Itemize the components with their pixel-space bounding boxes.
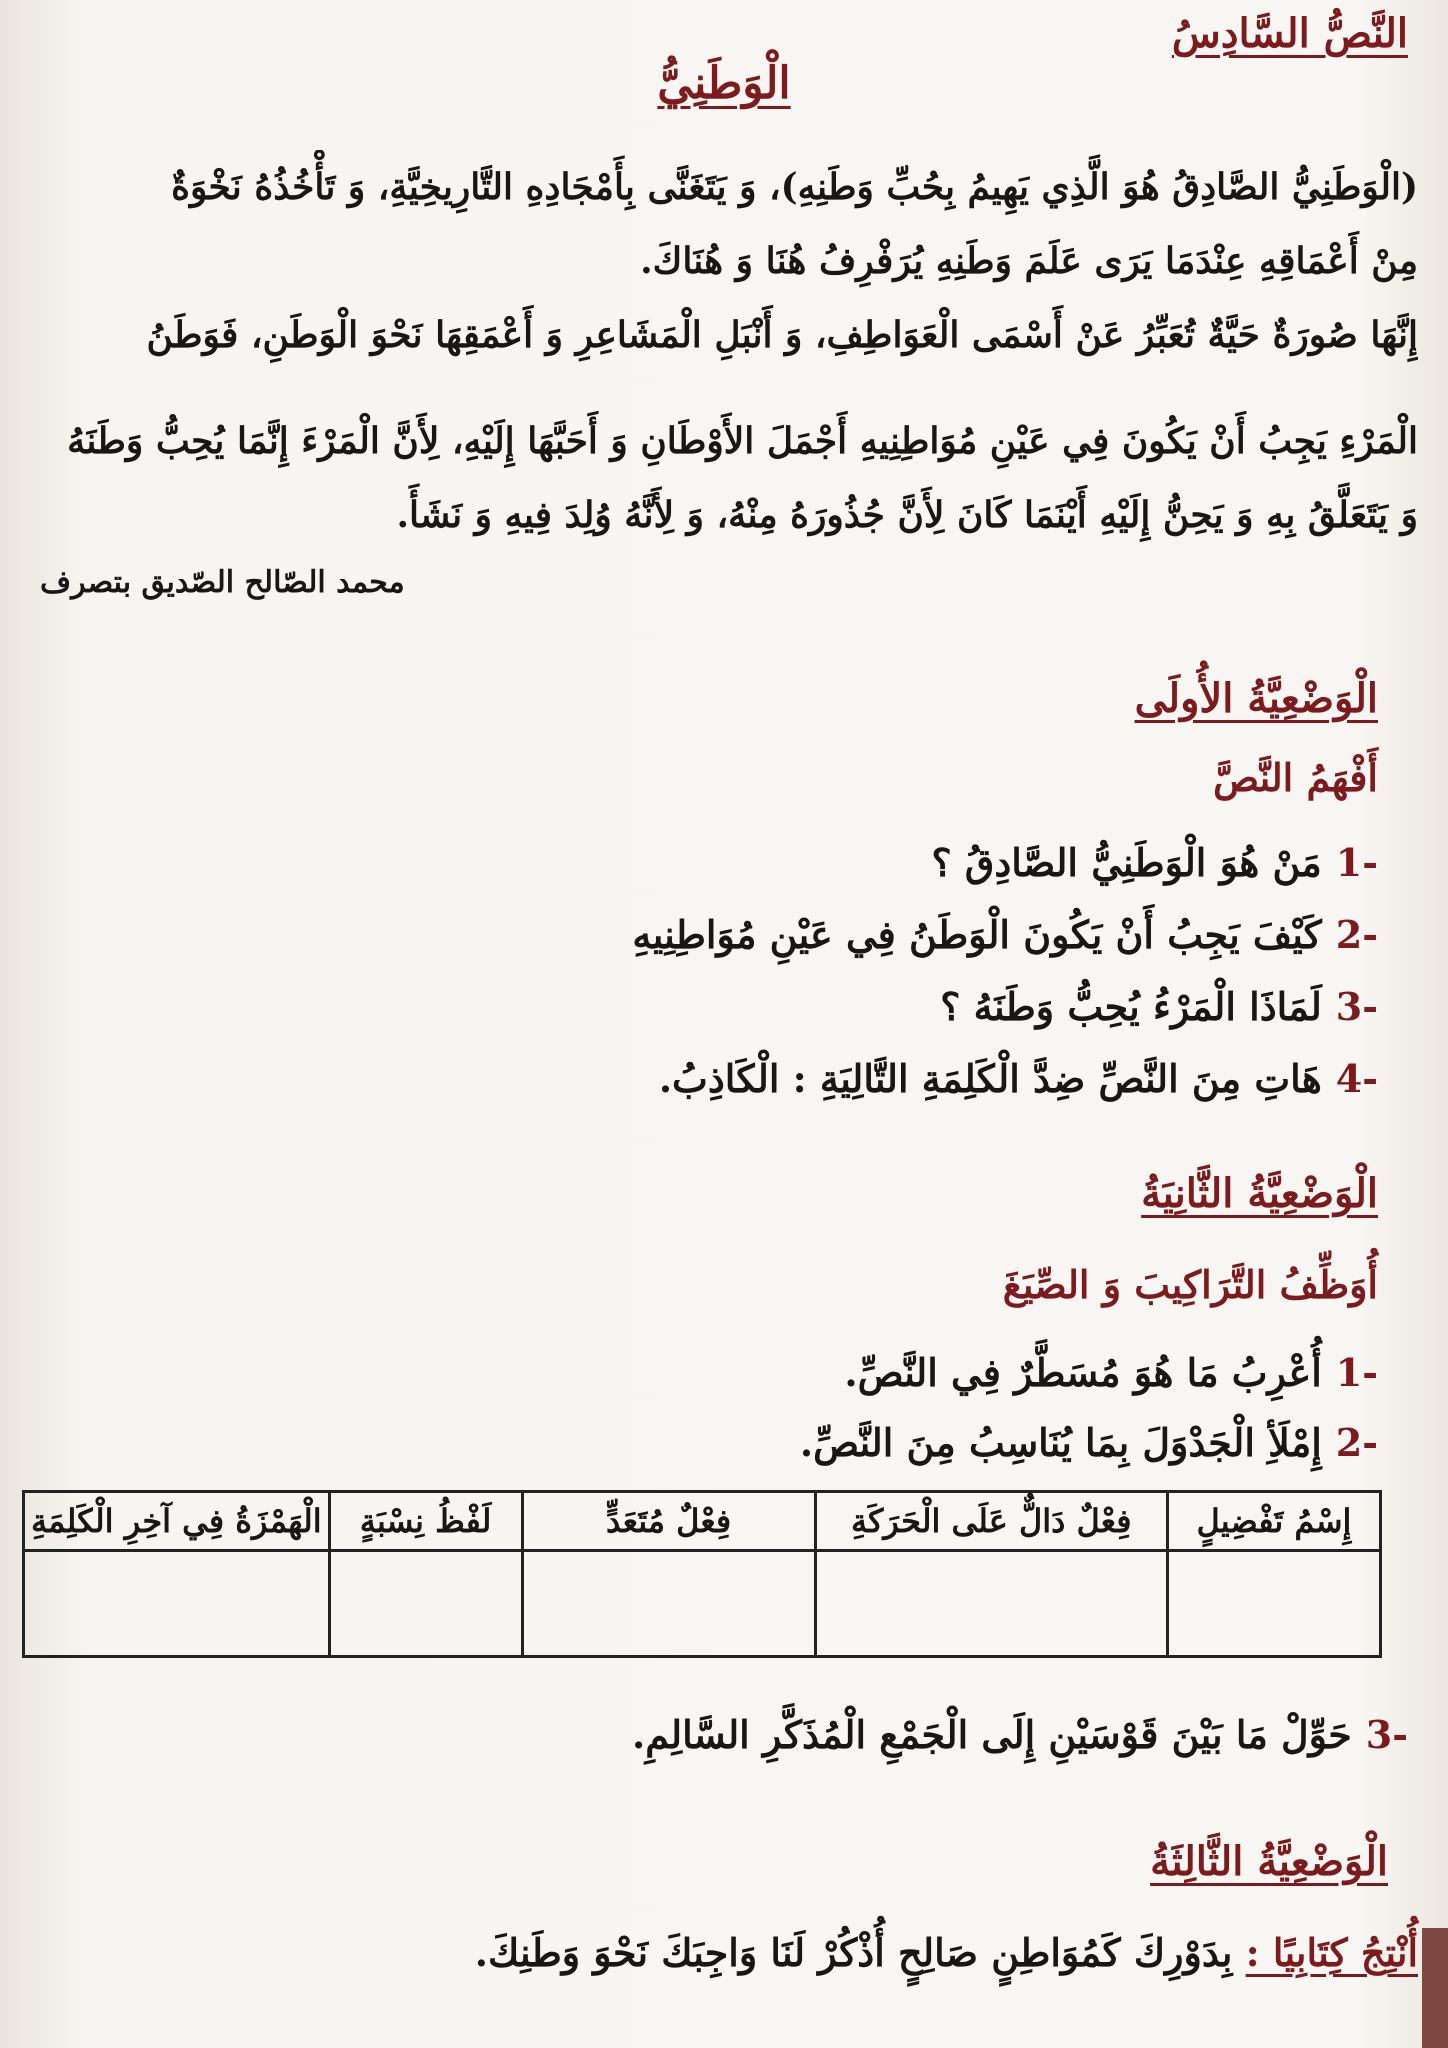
question-item	[659, 1056, 1378, 1101]
question-number: -2	[1335, 1420, 1378, 1465]
question-text: حَوِّلْ مَا بَيْنَ قَوْسَيْنِ إِلَى الْجَمْعِ الْمُذَكَّرِ السَّالِمِ.	[632, 1712, 1352, 1757]
table-answer-cell[interactable]	[522, 1551, 815, 1657]
question-text: إِمْلَأِ الْجَدْوَلَ بِمَا يُنَاسِبُ مِنَ النَّصِّ.	[799, 1420, 1322, 1465]
passage-line: إِنَّهَا صُورَةٌ حَيَّةٌ تُعَبِّرُ عَنْ أَسْمَى الْعَوَاطِفِ، وَ أَنْبَلِ الْمَشَاعِرِ وَ أَعْمَقِهَا نَحْوَ الْوَطَنِ، فَوَطَنُ	[146, 314, 1418, 356]
table-answer-cell[interactable]	[329, 1551, 522, 1657]
question-text: مَنْ هُوَ الْوَطَنِيُّ الصَّادِقُ ؟	[931, 840, 1322, 885]
table-answer-cell[interactable]	[24, 1551, 330, 1657]
question-number: -2	[1335, 912, 1378, 957]
passage-line: وَ يَتَعَلَّقُ بِهِ وَ يَحِنُّ إِلَيْهِ أَيْنَمَا كَانَ لِأَنَّ جُذُورَهُ مِنْهُ، وَ لِأَنَّهُ وُلِدَ فِيهِ وَ نَشَأَ.	[396, 494, 1418, 536]
table-header-cell: الْهَمْزَةُ فِي آخِرِ الْكَلِمَةِ	[24, 1492, 330, 1551]
passage-line: مِنْ أَعْمَاقِهِ عِنْدَمَا يَرَى عَلَمَ وَطَنِهِ يُرَفْرِفُ هُنَا وَ هُنَاكَ.	[640, 240, 1418, 282]
author-attribution: محمد الصّالح الصّديق بتصرف	[40, 565, 405, 600]
document-label: النَّصُّ السَّادِسُ	[1171, 10, 1408, 57]
passage-title: الْوَطَنِيُّ	[657, 58, 791, 109]
question-item	[932, 840, 1379, 885]
table-row	[24, 1551, 1381, 1657]
table-header-cell: فِعْلٌ دَالٌّ عَلَى الْحَرَكَةِ	[815, 1492, 1167, 1551]
situation-3-title: الْوَضْعِيَّةُ الثَّالِثَةُ	[1150, 1838, 1388, 1885]
question-item	[940, 984, 1378, 1029]
passage-line: (الْوَطَنِيُّ الصَّادِقُ هُوَ الَّذِي يَهِيمُ بِحُبِّ وَطَنِهِ)، وَ يَتَغَنَّى بِأَمْجَادِهِ التَّارِيخِيَّةِ، وَ تَأْخُذُهُ نَخْوَةٌ	[171, 166, 1418, 208]
question-item	[632, 912, 1378, 957]
writing-task-text: بِدَوْرِكَ كَمُوَاطِنٍ صَالِحٍ أُذْكُرْ لَنَا وَاجِبَكَ نَحْوَ وَطَنِكَ.	[474, 1930, 1233, 1975]
question-number: -4	[1335, 1056, 1378, 1101]
table-answer-cell[interactable]	[1167, 1551, 1380, 1657]
situation-1-title: الْوَضْعِيَّةُ الأُولَى	[1134, 675, 1378, 722]
question-number: -3	[1335, 984, 1378, 1029]
table-header-row	[24, 1492, 1381, 1551]
situation-2-subtitle: أُوَظِّفُ التَّرَاكِيبَ وَ الصِّيَغَ	[1002, 1262, 1378, 1307]
question-number: -1	[1335, 840, 1378, 885]
answer-table	[22, 1490, 1382, 1658]
question-text: كَيْفَ يَجِبُ أَنْ يَكُونَ الْوَطَنُ فِي عَيْنِ مُوَاطِنِيهِ	[632, 912, 1322, 957]
writing-task	[475, 1930, 1418, 1975]
question-item	[800, 1420, 1378, 1465]
page-edge-mark	[1422, 1928, 1448, 2048]
situation-2-title: الْوَضْعِيَّةُ الثَّانِيَةُ	[1141, 1170, 1378, 1217]
situation-1-subtitle: أَفْهَمُ النَّصَّ	[1213, 755, 1378, 800]
writing-task-label: أُنْتِجُ كِتَابِيًا :	[1245, 1930, 1418, 1975]
table-header-cell: إِسْمُ تَفْضِيلٍ	[1167, 1492, 1380, 1551]
table-answer-cell[interactable]	[815, 1551, 1167, 1657]
question-item	[844, 1350, 1378, 1395]
question-text: لَمَاذَا الْمَرْءُ يُحِبُّ وَطَنَهُ ؟	[940, 984, 1322, 1029]
question-text: أُعْرِبُ مَا هُوَ مُسَطَّرٌ فِي النَّصِّ.	[844, 1350, 1322, 1395]
passage-line: الْمَرْءِ يَجِبُ أَنْ يَكُونَ فِي عَيْنِ مُوَاطِنِيهِ أَجْمَلَ الأَوْطَانِ وَ أَحَبَّهَا إِلَيْهِ، لِأَنَّ الْمَرْءَ إِنَّمَا يُحِبُّ وَطَنَهُ	[67, 420, 1418, 462]
table-header-cell: لَفْظُ نِسْبَةٍ	[329, 1492, 522, 1551]
question-number: -3	[1365, 1712, 1408, 1757]
table-header-cell: فِعْلٌ مُتَعَدٍّ	[522, 1492, 815, 1551]
question-number: -1	[1335, 1350, 1378, 1395]
question-text: هَاتِ مِنَ النَّصِّ ضِدَّ الْكَلِمَةِ التَّالِيَةِ : الْكَاذِبُ.	[658, 1056, 1322, 1101]
question-item	[632, 1712, 1408, 1757]
